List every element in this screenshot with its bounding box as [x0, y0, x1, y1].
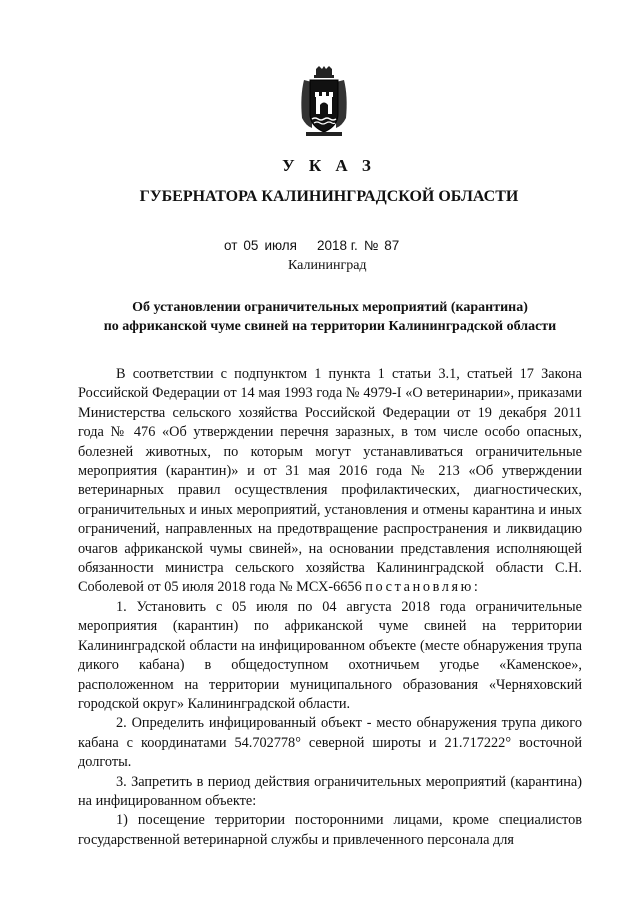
- number-label: №: [363, 238, 379, 253]
- document-title: [0, 298, 640, 336]
- kaliningrad-coat-of-arms-icon: [296, 66, 352, 138]
- item-1: 1. Установить с 05 июля по 04 августа 2018 года ограничительные мероприятия (карантин) по африканской чуме свиней на территории Калининградской области на инфицированном объекте (месте обнаружения трупа дикого кабана) в общедоступном охотничьем угодье «Каменское», расположенном на территории муниципального образования «Черняховский городской округ» Калининградской области.: [78, 598, 582, 712]
- document-number: 87: [384, 238, 400, 253]
- item-3-subitem-1: 1) посещение территории посторонними лицами, кроме специалистов государственной ветеринарной службы и привлеченного персонала для: [78, 812, 582, 848]
- item-2: 2. Определить инфицированный объект - место обнаружения трупа дикого кабана с координатами 54.702778° северной широты и 21.717222° восточной долготы.: [78, 715, 582, 771]
- issuing-authority: ГУБЕРНАТОРА КАЛИНИНГРАДСКОЙ ОБЛАСТИ: [139, 188, 519, 205]
- title-line-2: по африканской чуме свиней на территории Калининградской области: [103, 319, 557, 334]
- city: Калининград: [288, 258, 367, 273]
- document-body: [78, 365, 582, 850]
- document-type: У К А З: [282, 156, 376, 175]
- item-3: 3. Запретить в период действия ограничительных мероприятий (карантина) на инфицированном объекте:: [78, 773, 582, 809]
- date-month: июля: [264, 238, 297, 253]
- date-day: 05: [243, 238, 259, 253]
- date-number-line: [224, 238, 399, 253]
- date-year: 2018 г.: [317, 238, 358, 253]
- date-prefix: от: [224, 238, 238, 253]
- decree-word: постановляю:: [365, 579, 481, 596]
- preamble-text: В соответствии с подпунктом 1 пункта 1 статьи 3.1, статьей 17 Закона Российской Федерации от 14 мая 1993 года № 4979-I «О ветеринарии», приказами Министерства сельского хозяйства Российской Федерации от 19 декабря 2011 года № 476 «Об утверждении перечня заразных, в том числе особо опасных, болезней животных, по которым могут устанавливаться ограничительные мероприятия (карантин)» и от 31 мая 2016 года № 213 «Об утверждении ветеринарных правил осуществления профилактических, диагностических, ограничительных и иных мероприятий, установления и отмены карантина и иных ограничений, направленных на предотвращение распространения и ликвидацию очагов африканской чумы свиней», на основании представления исполняющей обязанности министра сельского хозяйства Калининградской области С.Н. Соболевой от 05 июля 2018 года № МСХ-6656: [78, 366, 582, 596]
- title-line-1: Об установлении ограничительных мероприятий (карантина): [132, 300, 528, 315]
- preamble: [78, 365, 582, 598]
